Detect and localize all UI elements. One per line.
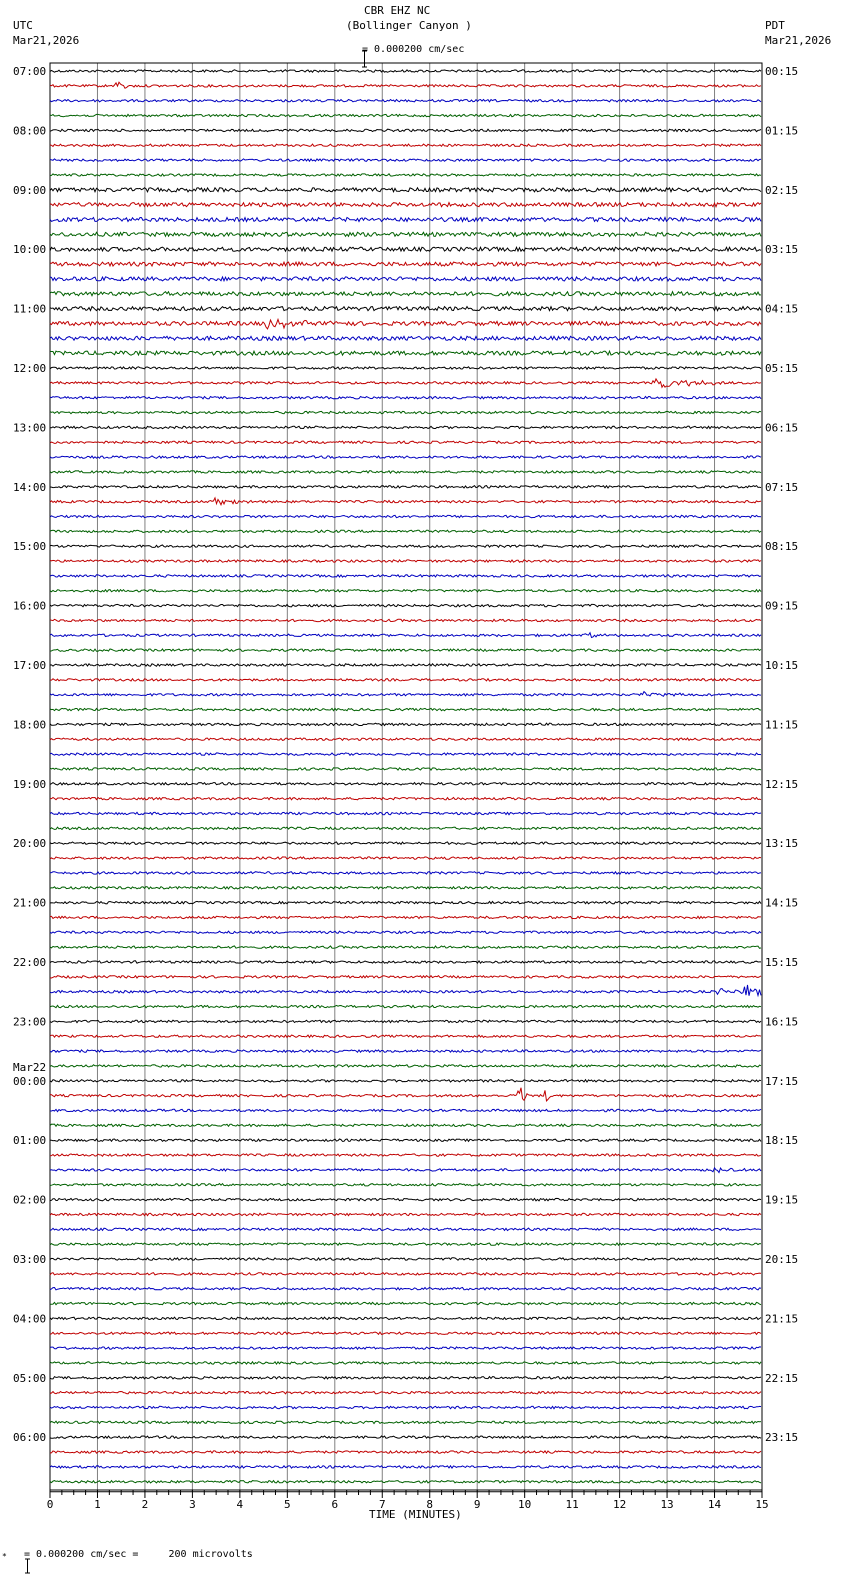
utc-hour-label: 23:00: [13, 1015, 47, 1029]
utc-hour-label: 17:00: [13, 659, 47, 672]
x-tick-label: 8: [426, 1498, 434, 1511]
utc-hour-label: 18:00: [13, 718, 47, 732]
trace-line: [50, 1317, 761, 1319]
trace-line: [50, 379, 761, 387]
trace-line: [50, 590, 761, 592]
trace-line: [50, 783, 761, 785]
seismogram-traces: [50, 70, 761, 1483]
trace-line: [50, 1258, 761, 1260]
trace-line: [50, 174, 761, 176]
pdt-hour-label: 03:15: [765, 243, 799, 257]
pdt-hour-label: 07:15: [765, 480, 799, 494]
trace-line: [50, 1273, 761, 1275]
utc-hour-label: 13:00: [13, 421, 47, 435]
trace-line: [50, 203, 761, 207]
trace-line: [50, 604, 761, 606]
trace-line: [50, 1109, 761, 1111]
trace-line: [50, 827, 761, 829]
trace-line: [50, 738, 761, 740]
trace-line: [50, 1139, 761, 1141]
footer-scale-bar-icon: [11, 1545, 18, 1561]
trace-line: [50, 1005, 761, 1007]
right-date: Mar21,2026: [765, 34, 832, 47]
pdt-hour-label: 18:15: [765, 1134, 799, 1148]
trace-line: [50, 692, 761, 697]
trace-line: [50, 887, 761, 889]
trace-line: [50, 247, 761, 251]
trace-line: [50, 367, 761, 369]
utc-hour-label: 14:00: [13, 480, 47, 494]
trace-line: [50, 946, 761, 948]
utc-hour-label: 07:00: [13, 65, 47, 78]
trace-line: [50, 1213, 761, 1215]
utc-hour-label: 15:00: [13, 540, 47, 554]
trace-line: [50, 679, 761, 681]
trace-line: [50, 144, 761, 146]
right-timezone: PDT: [765, 19, 785, 32]
trace-line: [50, 114, 761, 116]
left-timezone: UTC: [13, 19, 33, 32]
trace-line: [50, 1050, 761, 1052]
trace-line: [50, 292, 761, 296]
x-tick-label: 5: [284, 1498, 291, 1511]
trace-line: [50, 411, 761, 413]
trace-line: [50, 82, 761, 88]
trace-line: [50, 1466, 761, 1468]
trace-line: [50, 218, 761, 222]
trace-line: [50, 857, 761, 859]
plot-grid: [50, 63, 762, 1492]
plot-border: [50, 63, 762, 1492]
pdt-hour-label: 20:15: [765, 1253, 799, 1266]
utc-hour-label: 21:00: [13, 896, 47, 910]
pdt-hour-label: 23:15: [765, 1431, 799, 1445]
trace-line: [50, 976, 761, 978]
trace-line: [50, 1088, 761, 1101]
trace-line: [50, 901, 761, 903]
trace-line: [50, 159, 761, 161]
utc-hour-label: 01:00: [13, 1134, 47, 1148]
utc-hour-label: 06:00: [13, 1431, 47, 1445]
pdt-hour-label: 01:15: [765, 124, 799, 138]
header-scale: = 0.000200 cm/sec: [362, 44, 465, 55]
trace-line: [50, 931, 761, 933]
pdt-hour-label: 04:15: [765, 302, 799, 316]
trace-line: [50, 100, 761, 102]
trace-line: [50, 753, 761, 755]
trace-line: [50, 812, 761, 814]
trace-line: [50, 530, 761, 532]
utc-hour-label: 02:00: [13, 1193, 47, 1207]
x-tick-label: 3: [189, 1498, 196, 1511]
trace-line: [50, 1080, 761, 1082]
pdt-hour-label: 17:15: [765, 1074, 799, 1088]
trace-line: [50, 70, 761, 72]
trace-line: [50, 515, 761, 517]
trace-line: [50, 985, 761, 996]
utc-hour-label: 08:00: [13, 124, 47, 138]
trace-line: [50, 456, 761, 458]
x-tick-label: 6: [331, 1498, 339, 1511]
utc-hour-label: 00:00: [13, 1074, 47, 1088]
trace-line: [50, 1392, 761, 1394]
pdt-hour-label: 19:15: [765, 1193, 799, 1207]
trace-line: [50, 545, 761, 547]
utc-hour-label: 03:00: [13, 1253, 47, 1266]
trace-line: [50, 768, 761, 770]
x-tick-label: 12: [612, 1498, 627, 1511]
trace-line: [50, 1436, 761, 1438]
x-tick-label: 1: [94, 1498, 101, 1511]
utc-hour-label: 10:00: [13, 243, 47, 257]
x-tick-label: 2: [141, 1498, 149, 1511]
trace-line: [50, 262, 761, 266]
x-tick-label: 13: [660, 1498, 674, 1511]
trace-line: [50, 1332, 761, 1334]
x-tick-label: 10: [518, 1498, 532, 1511]
trace-line: [50, 129, 761, 131]
trace-line: [50, 633, 761, 638]
utc-hour-label: 04:00: [13, 1312, 47, 1326]
pdt-hour-label: 10:15: [765, 659, 799, 672]
trace-line: [50, 1124, 761, 1126]
utc-hour-label: 20:00: [13, 837, 47, 851]
pdt-hour-label: 21:15: [765, 1312, 799, 1326]
pdt-hour-label: 13:15: [765, 837, 799, 851]
trace-line: [50, 1451, 761, 1453]
trace-line: [50, 1377, 761, 1379]
pdt-hour-label: 06:15: [765, 421, 799, 435]
footer-scale-note: = 0.000200 cm/sec = 200 microvolts: [24, 1549, 253, 1560]
trace-line: [50, 723, 761, 725]
trace-line: [50, 307, 761, 311]
trace-line: [50, 1243, 761, 1245]
trace-line: [50, 1065, 761, 1067]
utc-hour-label: 11:00: [13, 302, 47, 316]
left-date: Mar21,2026: [13, 34, 80, 47]
utc-hour-label: 19:00: [13, 777, 47, 791]
trace-line: [50, 1035, 761, 1037]
pdt-hour-label: 08:15: [765, 540, 799, 554]
trace-line: [50, 441, 761, 443]
x-axis-title: TIME (MINUTES): [369, 1508, 462, 1521]
trace-line: [50, 336, 761, 340]
utc-hour-label: 16:00: [13, 599, 47, 613]
trace-line: [50, 708, 761, 710]
pdt-hour-label: 02:15: [765, 183, 799, 197]
x-tick-label: 15: [755, 1498, 769, 1511]
x-tick-label: 4: [236, 1498, 244, 1511]
trace-line: [50, 1288, 761, 1290]
trace-line: [50, 188, 761, 192]
trace-line: [50, 1020, 761, 1022]
pdt-hour-label: 14:15: [765, 896, 799, 910]
x-tick-label: 14: [707, 1498, 722, 1511]
trace-line: [50, 560, 761, 562]
trace-line: [50, 471, 761, 473]
footer-star-icon: *: [2, 1552, 7, 1561]
pdt-hour-label: 16:15: [765, 1015, 799, 1029]
date-change-label: Mar22: [13, 1060, 47, 1074]
trace-line: [50, 649, 761, 651]
trace-line: [50, 277, 761, 281]
trace-line: [50, 1481, 761, 1483]
header-site: (Bollinger Canyon ): [346, 19, 472, 32]
trace-line: [50, 232, 761, 236]
trace-line: [50, 916, 761, 918]
trace-line: [50, 872, 761, 874]
pdt-hour-label: 05:15: [765, 362, 799, 375]
trace-line: [50, 1184, 761, 1186]
utc-hour-label: 09:00: [13, 183, 47, 197]
trace-line: [50, 798, 761, 800]
trace-line: [50, 397, 761, 399]
utc-hour-label: 05:00: [13, 1371, 47, 1385]
trace-line: [50, 1154, 761, 1156]
trace-line: [50, 1168, 761, 1173]
trace-line: [50, 498, 761, 505]
header-station: CBR EHZ NC: [364, 4, 431, 17]
trace-line: [50, 1362, 761, 1364]
x-tick-label: 7: [378, 1498, 386, 1511]
trace-line: [50, 319, 761, 329]
utc-hour-label: 22:00: [13, 956, 47, 969]
pdt-hour-label: 00:15: [765, 65, 799, 78]
trace-line: [50, 1228, 761, 1230]
trace-line: [50, 619, 761, 621]
pdt-hour-label: 15:15: [765, 956, 799, 969]
trace-line: [50, 426, 761, 428]
pdt-hour-label: 22:15: [765, 1371, 799, 1385]
trace-line: [50, 1198, 761, 1200]
pdt-hour-label: 12:15: [765, 777, 799, 791]
trace-line: [50, 575, 761, 577]
trace-line: [50, 486, 761, 488]
x-tick-label: 0: [46, 1498, 54, 1511]
x-tick-label: 9: [473, 1498, 481, 1511]
trace-line: [50, 351, 761, 355]
trace-line: [50, 1347, 761, 1349]
trace-line: [50, 1406, 761, 1408]
pdt-hour-label: 11:15: [765, 718, 799, 732]
trace-line: [50, 1421, 761, 1423]
x-tick-label: 11: [565, 1498, 579, 1511]
trace-line: [50, 961, 761, 963]
pdt-hour-label: 09:15: [765, 599, 799, 613]
trace-line: [50, 1302, 761, 1304]
utc-hour-label: 12:00: [13, 362, 47, 375]
trace-line: [50, 664, 761, 666]
trace-line: [50, 842, 761, 844]
